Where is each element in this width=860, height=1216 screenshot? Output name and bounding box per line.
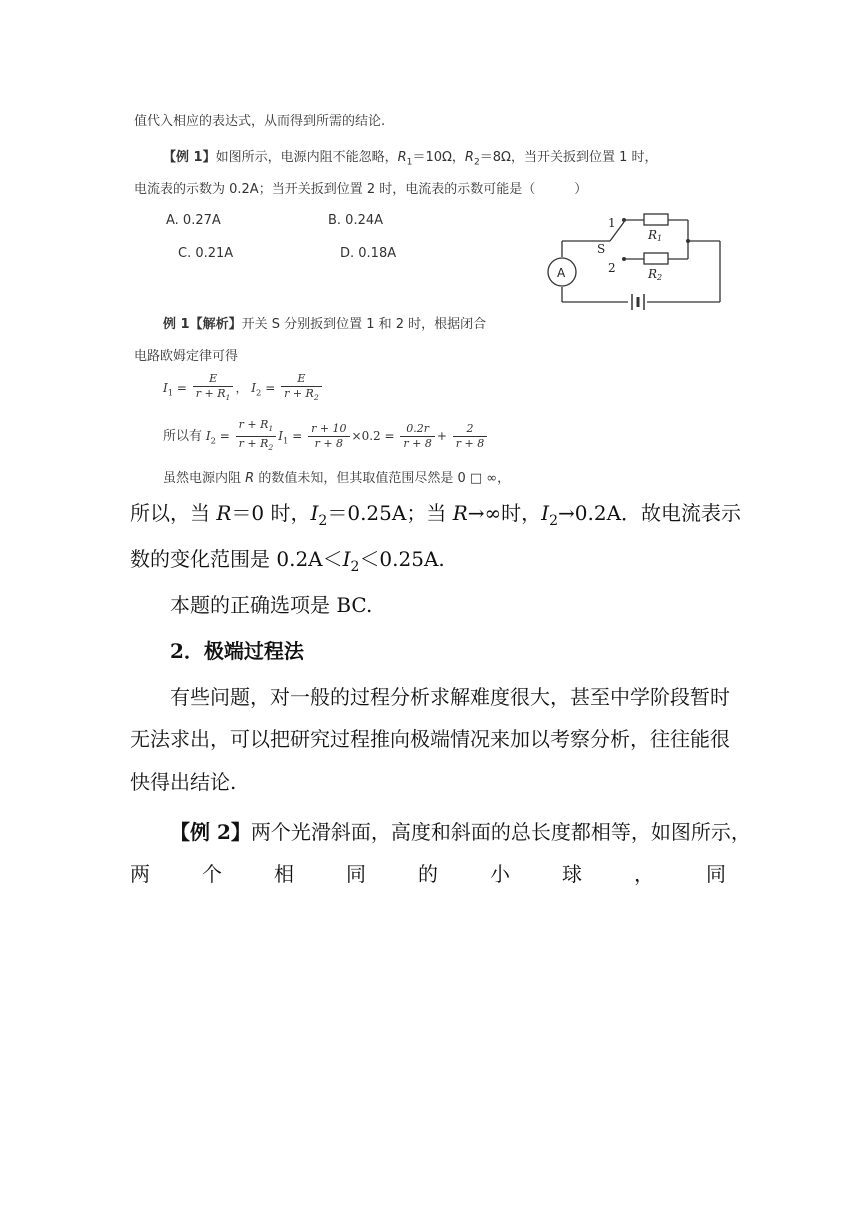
r1-value: ＝10Ω，	[412, 150, 465, 165]
r1-sub: 1	[406, 157, 413, 168]
r2-value: ＝8Ω，当开关扳到位置 1 时，	[479, 150, 658, 165]
eq1-i2: I	[251, 381, 257, 396]
ex2-char: 两	[130, 862, 150, 886]
eq2-i1: I	[278, 429, 284, 444]
analysis-line2: 电路欧姆定律可得	[134, 349, 239, 364]
ex2-char: 相	[274, 862, 294, 886]
body-p5: 无法求出，可以把研究过程推向极端情况来加以考察分析，往往能很	[130, 727, 730, 751]
ex2-char: 的	[418, 862, 438, 886]
analysis-line3-a: 虽然电源内阻	[163, 471, 242, 486]
label-1: 1	[608, 216, 616, 230]
ex2-char: 同	[706, 862, 726, 886]
eq2-frac2: $\frac{r + 10}{r + 8}$	[308, 422, 349, 451]
analysis-line1	[163, 313, 486, 332]
eq1-frac2: $\frac{E}{r + R_2}$	[281, 372, 322, 405]
example1-tag: 【例 1】	[163, 150, 216, 165]
analysis-line1-text: 开关 S 分别扳到位置 1 和 2 时，根据闭合	[241, 317, 487, 332]
example1-text: 如图所示，电源内阻不能忽略，	[215, 150, 398, 165]
analysis-line3	[163, 467, 510, 486]
body-p4: 有些问题，对一般的过程分析求解难度很大，甚至中学阶段暂时	[170, 685, 730, 709]
ammeter-label: A	[557, 266, 566, 280]
eq2-i1-sub: 1	[283, 435, 289, 446]
eq2-i2: I	[205, 429, 211, 444]
body-p1: 所以，当 R＝0 时，$I_2=0.25A$；当 R→∞时，$I_2\to 0.2A$．故电流表示	[130, 501, 742, 529]
ex2-char: 球	[562, 862, 582, 886]
eq2-frac1: $\frac{r + R_1}{r + R_2}$	[236, 418, 277, 455]
example1-line2: 电流表的示数为 0.2A；当开关扳到位置 2 时，电流表的示数可能是（ ）	[134, 182, 588, 197]
r2-sub: 2	[473, 157, 480, 168]
r1-symbol: R	[397, 150, 407, 165]
label-r1: R1	[648, 228, 663, 243]
r2-symbol: R	[464, 150, 474, 165]
contact-2	[622, 257, 626, 261]
junction-dot	[686, 239, 690, 243]
eq1-i1-sub: 1	[167, 387, 174, 398]
ex2-char: 同	[346, 862, 366, 886]
analysis-title: 例 1【解析】	[163, 317, 242, 332]
intro-line: 值代入相应的表达式，从而得到所需的结论.	[134, 114, 386, 129]
label-2: 2	[608, 261, 616, 275]
example2-tag: 【例 2】	[170, 820, 251, 844]
eq1-i2-sub: 2	[256, 387, 262, 398]
section-heading: 2．极端过程法	[170, 639, 304, 663]
option-c: C. 0.21A	[178, 246, 234, 261]
eq1-frac1: $\frac{E}{r + R_1}$	[193, 372, 234, 405]
eq2-i2-sub: 2	[210, 435, 216, 446]
eq2-frac4: $\frac{2}{r + 8}$	[453, 422, 487, 451]
option-d: D. 0.18A	[340, 246, 397, 261]
eq2-frac3: $\frac{0.2r}{r + 8}$	[400, 422, 434, 451]
example2-line2	[130, 858, 726, 887]
label-r2: R2	[648, 267, 663, 282]
body-p2: 数的变化范围是 $0.2A<I_2<0.25A$.	[130, 547, 445, 575]
body-p6: 快得出结论.	[130, 770, 237, 794]
example2-line1	[170, 816, 751, 845]
eq2-prefix: 所以有	[163, 429, 203, 445]
eq1-i1: I	[163, 381, 168, 396]
circuit-diagram	[540, 205, 740, 310]
equation-2: 所以有 $I_2$ = $\frac{r + R_1}{r + R_2}$ $I_1$ = $\frac{r + 10}{r + 8}$ ×0.2 = $\frac{0.2r}{r + 8}$ + $\frac{2}{r + 8}$	[163, 418, 489, 455]
label-s: S	[597, 242, 606, 256]
ex2-char: 个	[202, 862, 222, 886]
analysis-line3-b: 的数值未知，但其取值范围尽然是 0 □ ∞，	[258, 471, 511, 486]
ex2-char: ，	[634, 862, 654, 886]
example2-text: 两个光滑斜面，高度和斜面的总长度都相等，如图所示，	[250, 820, 751, 844]
contact-1	[622, 218, 626, 222]
body-p3: 本题的正确选项是 BC.	[170, 593, 373, 617]
equation-1: $I_1$ = $\frac{E}{r + R_1}$ ， $I_2$ = $\frac{E}{r + R_2}$	[163, 372, 324, 405]
eq1-sep: ，	[235, 381, 248, 396]
analysis-line3-r: R	[245, 471, 255, 486]
option-a: A. 0.27A	[166, 213, 221, 228]
option-b: B. 0.24A	[328, 213, 384, 228]
example1-line1	[163, 146, 658, 168]
eq2-plus: +	[436, 429, 447, 444]
ex2-char: 小	[490, 862, 510, 886]
eq2-times: ×0.2 =	[351, 429, 395, 444]
